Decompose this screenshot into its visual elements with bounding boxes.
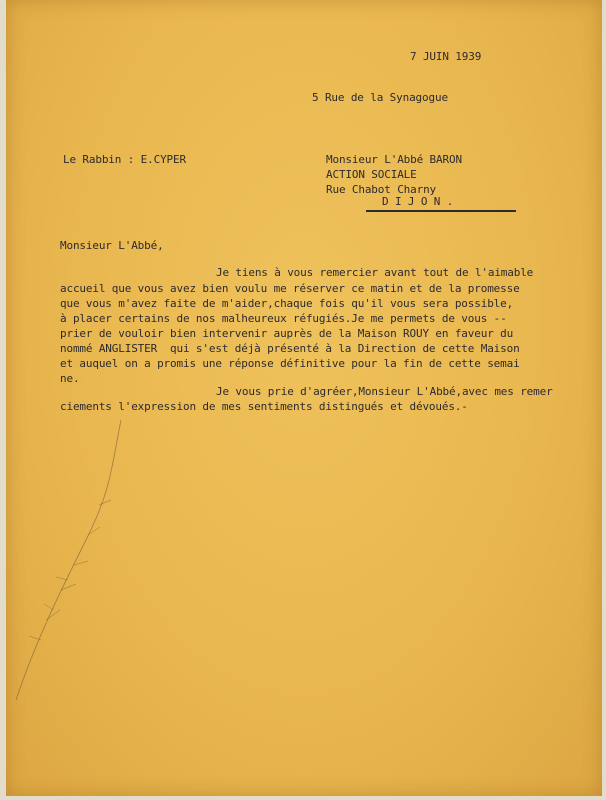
sender-name: Le Rabbin : E.CYPER	[63, 153, 186, 166]
city-underline	[366, 210, 516, 212]
body-line: ne.	[60, 372, 80, 385]
recipient-line: ACTION SOCIALE	[326, 168, 417, 181]
letter-page	[6, 0, 602, 796]
body-line: Je tiens à vous remercier avant tout de l'aimable	[216, 266, 534, 279]
sender-address: 5 Rue de la Synagogue	[312, 91, 448, 104]
body-line: nommé ANGLISTER qui s'est déjà présenté à la Direction de cette Maison	[60, 342, 520, 355]
body-line: à placer certains de nos malheureux réfugiés.Je me permets de vous --	[60, 312, 507, 325]
letter-date: 7 JUIN 1939	[410, 50, 482, 63]
body-line: et auquel on a promis une réponse définitive pour la fin de cette semai	[60, 357, 520, 370]
recipient-city: D I J O N .	[382, 195, 454, 208]
recipient-line: Monsieur L'Abbé BARON	[326, 153, 462, 166]
body-line: prier de vouloir bien intervenir auprès de la Maison ROUY en faveur du	[60, 327, 514, 340]
body-line: accueil que vous avez bien voulu me réserver ce matin et de la promesse	[60, 282, 520, 295]
body-line: Je vous prie d'agréer,Monsieur L'Abbé,avec mes remer	[216, 385, 553, 398]
recipient-line: Rue Chabot Charny	[326, 183, 437, 196]
body-line: ciements l'expression de mes sentiments distingués et dévoués.-	[60, 400, 468, 413]
body-line: que vous m'avez faite de m'aider,chaque fois qu'il vous sera possible,	[60, 297, 514, 310]
salutation: Monsieur L'Abbé,	[60, 239, 164, 252]
